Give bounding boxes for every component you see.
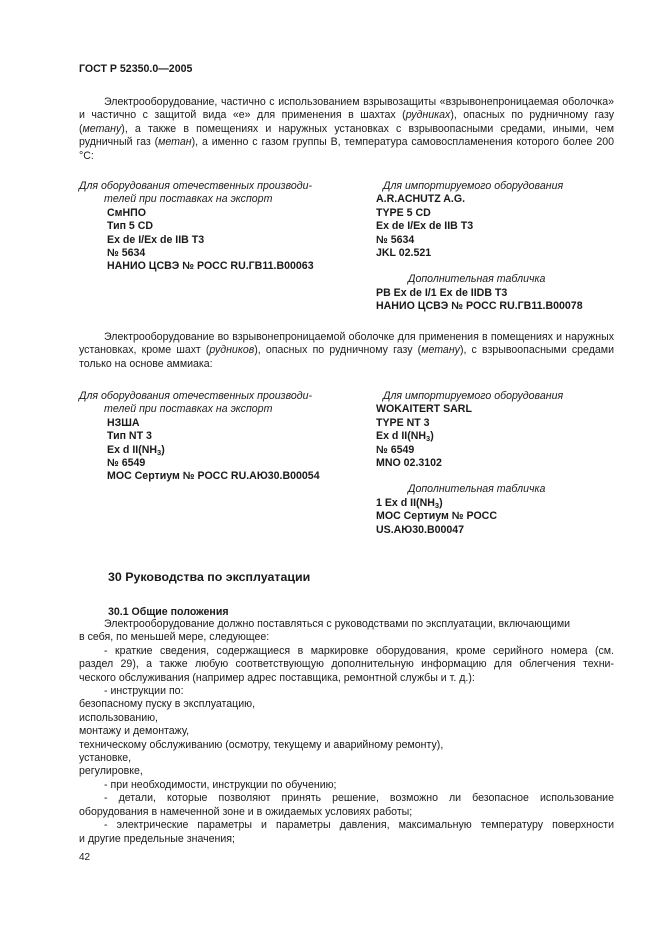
block1-left-line: № 5634: [107, 247, 146, 260]
para1-line-2: оболочка» и частично с защитой вида «е» для применения в шахтах (рудниках), опасных по рудничному газу (метану), а также в помещениях и наружных установках с взрывоопасными средами, иными, чем рудничный газ (метан), а именно с газом группы В, температура самовоспламенения которого более 200 °С:: [79, 96, 614, 162]
block2-extra-line: US.АЮ30.В00047: [376, 523, 465, 536]
block1-extra-caption: Дополнительная табличка: [408, 273, 546, 286]
block1-right-line: A.R.ACHUTZ A.G.: [376, 193, 466, 206]
block1-left-caption-1: Для оборудования отечественных производи-: [79, 180, 313, 192]
block2-extra-line-formula: 1 Ex d $II(NH_3)$: [376, 496, 443, 510]
block2-right-line-formula: Ex d $II(NH_3)$: [376, 430, 434, 444]
para1-line-1: Электрооборудование, частично с использованием взрывозащиты «взрывонепроницаемая: [104, 96, 559, 108]
block2-left-line: Тип NT 3: [107, 430, 152, 443]
body-line: - при необходимости, инструкции по обучению;: [104, 778, 337, 791]
body-line: использованию,: [79, 711, 158, 724]
block1-left-line: НАНИО ЦСВЭ № РОСС RU.ГВ11.В00063: [107, 260, 314, 273]
block2-domestic-column: [79, 390, 349, 484]
block2-right-line: WOKAITERT SARL: [376, 403, 472, 416]
body-line: установке,: [79, 752, 132, 765]
block2-import-column: [376, 390, 626, 537]
document-header: ГОСТ Р 52350.0—2005: [79, 63, 193, 75]
block1-left-line: Ex de I/Ex de IIB T3: [107, 233, 205, 246]
body-line: - инструкции по:: [104, 685, 184, 698]
block1-left-caption-2: телей при поставках на экспорт: [104, 193, 273, 206]
block1-left-line: Тип 5 CD: [107, 220, 154, 233]
block1-right-line: TYPE 5 CD: [376, 206, 431, 219]
page-number: 42: [79, 852, 91, 863]
block1-left-line: СмНПО: [107, 206, 146, 219]
block2-left-line-formula: Ex d $II(NH_3)$: [107, 443, 165, 457]
block1-right-line: JKL 02.521: [376, 247, 432, 260]
block2-left-caption-2: телей при поставках на экспорт: [104, 403, 273, 416]
body-line: оборудования в намеченной зоне и в ожидаемых условиях работы;: [79, 805, 413, 818]
block1-extra-line: PB Ex de I/1 Ex de IIDB T3: [376, 286, 508, 299]
body-line: в себя, по меньшей мере, следующее:: [79, 631, 270, 644]
body-line: - электрические параметры и параметры давления, максимальную температуру поверхности: [104, 819, 614, 832]
block2-extra-caption: Дополнительная табличка: [408, 483, 546, 496]
block1-right-caption: Для импортируемого оборудования: [383, 180, 564, 192]
paragraph-ammonia: [79, 331, 614, 371]
paragraph-intro: [79, 96, 614, 163]
body-line: и другие предельные значения;: [79, 832, 235, 845]
block2-right-line: MNO 02.3102: [376, 457, 442, 470]
section-body: [79, 618, 614, 846]
body-line: раздел 29), а также любую соответствующую дополнительную информацию для облегчения техни-: [79, 658, 614, 671]
body-line: техническому обслуживанию (осмотру, текущему и аварийному ремонту),: [79, 738, 444, 751]
block2-right-line: TYPE NT 3: [376, 416, 430, 429]
body-line: регулировке,: [79, 765, 143, 778]
subsection-title: 30.1 Общие положения: [108, 606, 229, 618]
section-title: 30 Руководства по эксплуатации: [108, 570, 311, 584]
block1-right-line: Ex de I/Ex de IIB T3: [376, 220, 474, 233]
block1-right-line: № 5634: [376, 233, 415, 246]
body-line: - детали, которые позволяют принять решение, возможно ли безопасное использование: [104, 792, 614, 805]
block2-left-line: НЗША: [107, 416, 140, 429]
paragraph-text: [79, 96, 614, 163]
block1-domestic-column: [79, 180, 349, 274]
block2-right-caption: Для импортируемого оборудования: [383, 390, 564, 402]
block2-left-line: № 6549: [107, 457, 146, 470]
block2-extra-line: МОС Сертиум № РОСС: [376, 510, 497, 523]
body-line: монтажу и демонтажу,: [79, 725, 190, 738]
block2-right-line: № 6549: [376, 443, 415, 456]
paragraph-text: Электрооборудование во взрывонепроницаемой оболочке для применения в помещениях и наружных установках, кроме шахт (рудников), опасных по рудничному газу (метану), с взрывоопасными средами только на основе аммиака:: [79, 331, 614, 370]
block1-import-column: [376, 180, 626, 314]
block2-left-caption-1: Для оборудования отечественных производи-: [79, 390, 313, 402]
body-line: Электрооборудование должно поставляться с руководствами по эксплуатации, включающими: [104, 618, 571, 630]
body-line: безопасному пуску в эксплуатацию,: [79, 698, 256, 711]
block2-left-line: МОС Сертиум № РОСС RU.АЮ30.В00054: [107, 470, 320, 483]
body-line: - краткие сведения, содержащиеся в маркировке оборудования, кроме серийного номера (см.: [104, 644, 614, 657]
block1-extra-line: НАНИО ЦСВЭ № РОСС RU.ГВ11.В00078: [376, 300, 583, 313]
body-line: ческого обслуживания (например адрес поставщика, ремонтной службы и т. д.):: [79, 671, 475, 684]
